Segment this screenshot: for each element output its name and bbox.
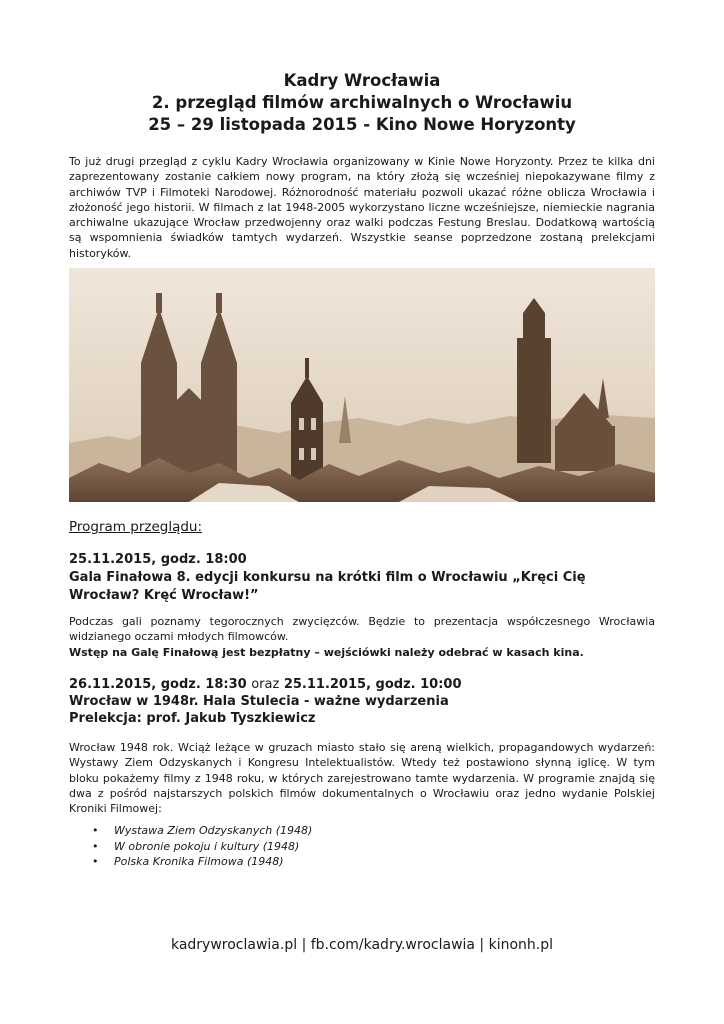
event2-connector: oraz — [251, 677, 280, 692]
event2-date-1: 26.11.2015, godz. 18:30 — [69, 677, 247, 692]
wroclaw-skyline-photo — [69, 268, 655, 502]
film-title: Wystawa Ziem Odzyskanych (1948) — [114, 824, 313, 837]
title-line-2: 2. przegląd filmów archiwalnych o Wrocławiu — [151, 93, 573, 112]
event2-description: Wrocław 1948 rok. Wciąż leżące w gruzach miasto stało się areną wielkich, propagandowych wydarzeń: Wystawy Ziem Odzyskanych i Kongresu Intelektualistów. Wtedy też postawiono słynną iglicę. W tym bloku pokażemy filmy z 1948 roku, w których zarejestrowano tamte wydarzenia. W programie znajdą się dwa z pośród najstarszych polskich filmów dokumentalnych o Wrocławiu oraz jedno wydanie Polskiej Kroniki Filmowej: — [69, 741, 655, 816]
film-title: W obronie pokoju i kultury (1948) — [114, 839, 300, 853]
intro-paragraph: To już drugi przegląd z cyklu Kadry Wrocławia organizowany w Kinie Nowe Horyzonty. Przez te kilka dni zaprezentowany zostanie całkiem nowy program, na który złożą się wcześniej niepokazywane filmy z archiwów TVP i Filmoteki Narodowej. Różnorodność materiału pozwoli ukazać różne oblicza Wrocławia i złożoność jego historii. W filmach z lat 1948-2005 wykorzystano liczne wcześniejsze, niemieckie nagrania archiwalne ukazujące Wrocław przedwojenny oraz walki podczas Festung Breslau. Dodatkową wartością są wspomnienia świadków tamtych wydarzeń. Wszystkie seanse poprzedzone zostaną prelekcjami historyków. — [69, 155, 655, 260]
bullet-icon: • — [92, 824, 99, 837]
event2-date-2: 25.11.2015, godz. 10:00 — [283, 677, 462, 692]
document-title — [0, 70, 724, 136]
event1-description — [69, 614, 655, 660]
event1-title: Gala Finałowa 8. edycji konkursu na krótki film o Wrocławiu „Kręci Cię Wrocław? Kręć Wrocław!” — [69, 570, 586, 603]
event2-lecture: Prelekcja: prof. Jakub Tyszkiewicz — [69, 711, 316, 726]
film-title: Polska Kronika Filmowa (1948) — [114, 855, 284, 868]
footer-links: kadrywroclawia.pl | fb.com/kadry.wroclawia | kinonh.pl — [170, 937, 554, 953]
title-line-1: Kadry Wrocławia — [283, 71, 441, 90]
program-heading: Program przeglądu: — [69, 519, 203, 535]
list-item — [92, 854, 312, 870]
list-item — [92, 823, 312, 839]
bullet-icon: • — [92, 855, 99, 868]
event2-dates — [69, 676, 659, 694]
title-line-3: 25 – 29 listopada 2015 - Kino Nowe Horyzonty — [148, 115, 576, 134]
film-list — [92, 823, 312, 870]
list-item — [92, 839, 312, 855]
event1-date: 25.11.2015, godz. 18:00 — [69, 552, 247, 567]
event1-description-text: Podczas gali poznamy tegorocznych zwycięzców. Będzie to prezentacja współczesnego Wrocławia widzianego oczami młodych filmowców. — [69, 615, 655, 644]
event2-title: Wrocław w 1948r. Hala Stulecia - ważne wydarzenia — [69, 694, 449, 709]
bullet-icon: • — [92, 839, 99, 853]
event1-entry-note: Wstęp na Galę Finałową jest bezpłatny – wejściówki należy odebrać w kasach kina. — [69, 645, 584, 659]
